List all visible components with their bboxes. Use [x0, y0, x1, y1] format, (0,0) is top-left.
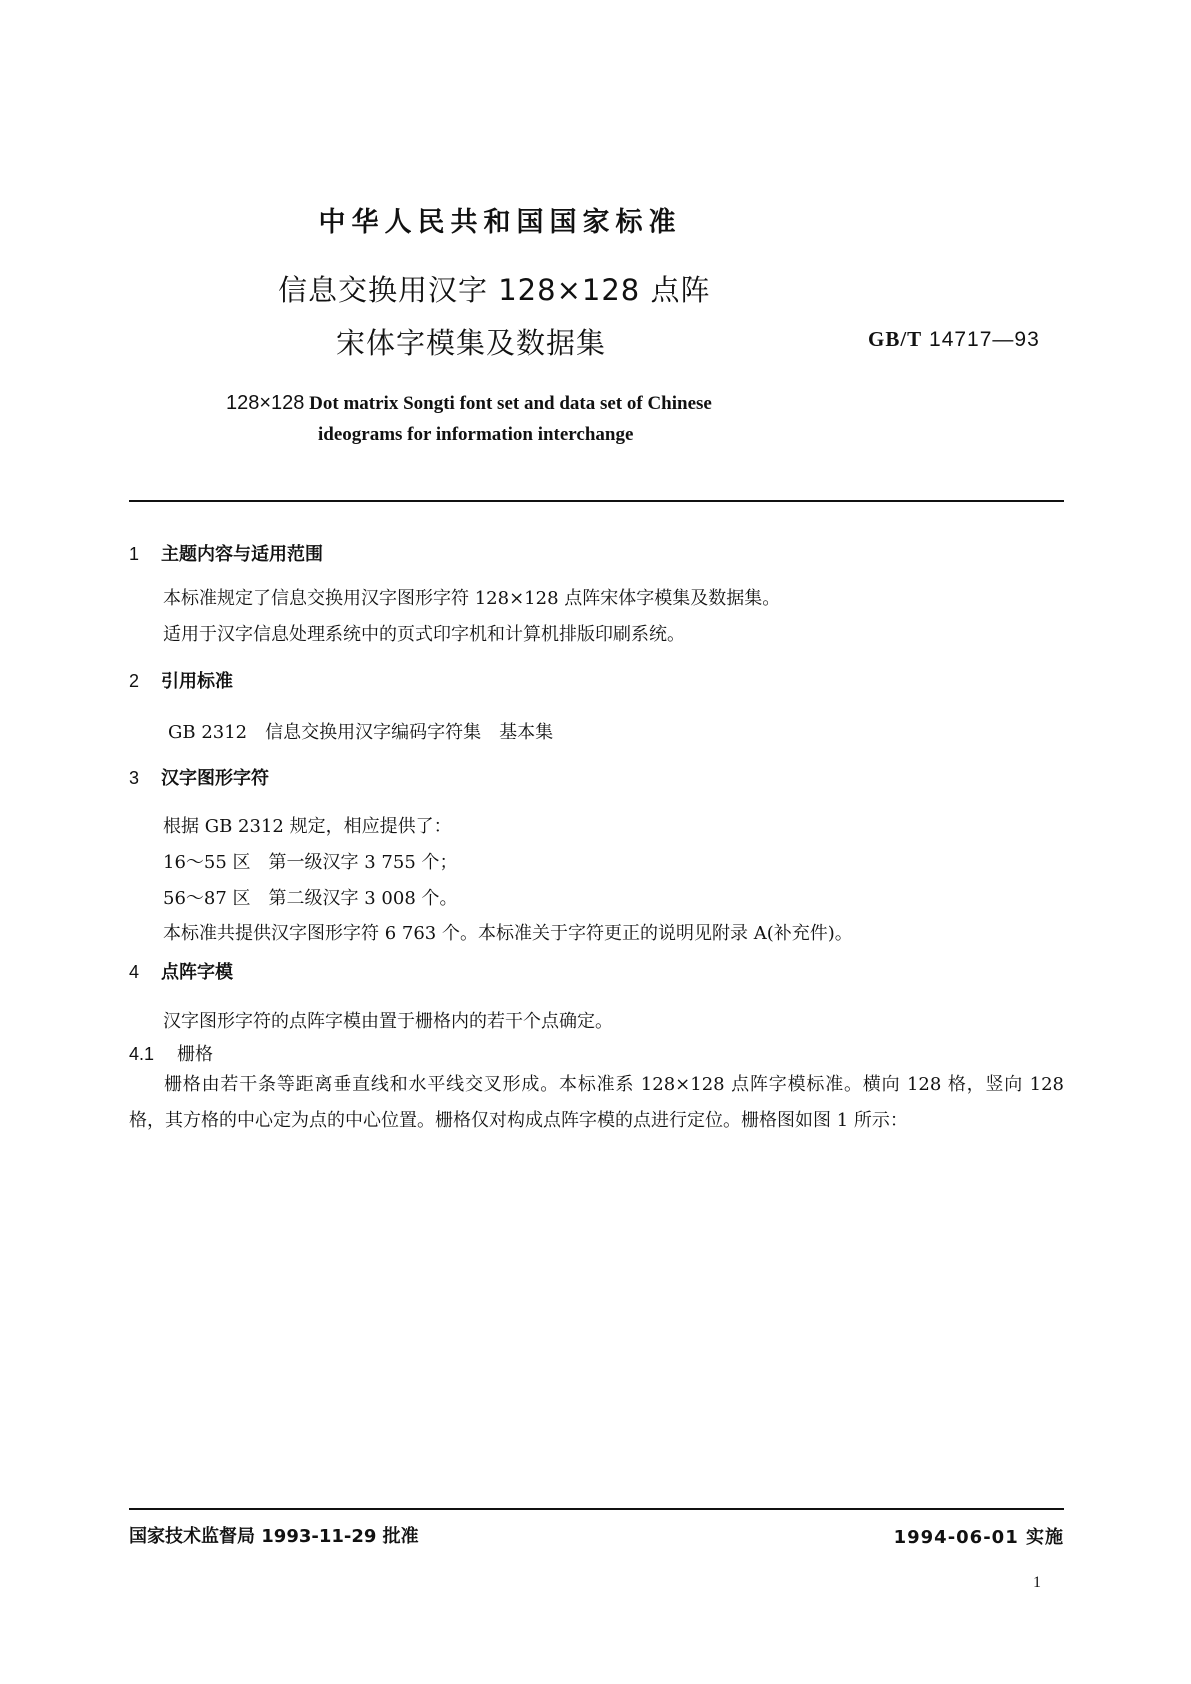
title-cn-line2: 宋体字模集及数据集: [336, 326, 607, 360]
section-3-paragraph-3: 56～87 区 第二级汉字 3 008 个。: [163, 888, 458, 909]
standard-number: [868, 327, 1040, 352]
section-3-paragraph-1: 根据 GB 2312 规定，相应提供了：: [163, 816, 452, 837]
section-2-title: 引用标准: [161, 671, 233, 692]
footer-divider: [129, 1508, 1064, 1510]
header-divider: [129, 500, 1064, 502]
title-en-line1: [226, 392, 712, 415]
section-3-paragraph-4: 本标准共提供汉字图形字符 6 763 个。本标准关于字符更正的说明见附录 A(补充件)。: [163, 923, 853, 944]
national-standard-heading: 中华人民共和国国家标准: [318, 207, 682, 238]
section-4-heading: [129, 958, 233, 984]
page-number: 1: [1033, 1574, 1041, 1591]
title-en-line2: ideograms for information interchange: [318, 424, 634, 445]
section-2-heading: [129, 667, 233, 693]
section-1-paragraph-1: 本标准规定了信息交换用汉字图形字符 128×128 点阵宋体字模集及数据集。: [163, 588, 781, 609]
section-4-1-paragraph-1: 栅格由若干条等距离垂直线和水平线交叉形成。本标准系 128×128 点阵字模标准。横向 128 格，竖向 128 格，其方格的中心定为点的中心位置。栅格仅对构成点阵字模的点进行定位。栅格图如图 1 所示：: [129, 1074, 1064, 1131]
approval-statement: 国家技术监督局 1993-11-29 批准: [129, 1526, 419, 1547]
section-4-1-heading: [129, 1040, 213, 1066]
standard-number-value: 14717—93: [922, 328, 1040, 351]
section-4-1-number: 4.1: [129, 1044, 155, 1064]
implementation-date: 1994-06-01 实施: [893, 1527, 1064, 1548]
title-en-matrix-size: 128×128: [226, 392, 305, 414]
section-2-paragraph-1: GB 2312 信息交换用汉字编码字符集 基本集: [168, 722, 554, 743]
title-cn-line1: 信息交换用汉字 128×128 点阵: [278, 273, 711, 307]
section-4-1-title: 栅格: [177, 1044, 213, 1065]
section-1-heading: [129, 540, 323, 566]
section-1-number: 1: [129, 544, 140, 564]
section-2-number: 2: [129, 671, 140, 691]
section-1-title: 主题内容与适用范围: [161, 544, 323, 565]
section-1-paragraph-2: 适用于汉字信息处理系统中的页式印字机和计算机排版印刷系统。: [163, 624, 685, 645]
title-en-line1-text: Dot matrix Songti font set and data set of Chinese: [304, 393, 712, 414]
section-3-paragraph-2: 16～55 区 第一级汉字 3 755 个；: [163, 852, 458, 873]
section-4-paragraph-1: 汉字图形字符的点阵字模由置于栅格内的若干个点确定。: [163, 1011, 613, 1032]
section-3-number: 3: [129, 768, 140, 788]
standard-number-prefix: GB/T: [868, 327, 923, 351]
section-4-number: 4: [129, 962, 140, 982]
section-4-title: 点阵字模: [161, 962, 233, 983]
section-3-title: 汉字图形字符: [161, 768, 269, 789]
section-3-heading: [129, 764, 269, 790]
